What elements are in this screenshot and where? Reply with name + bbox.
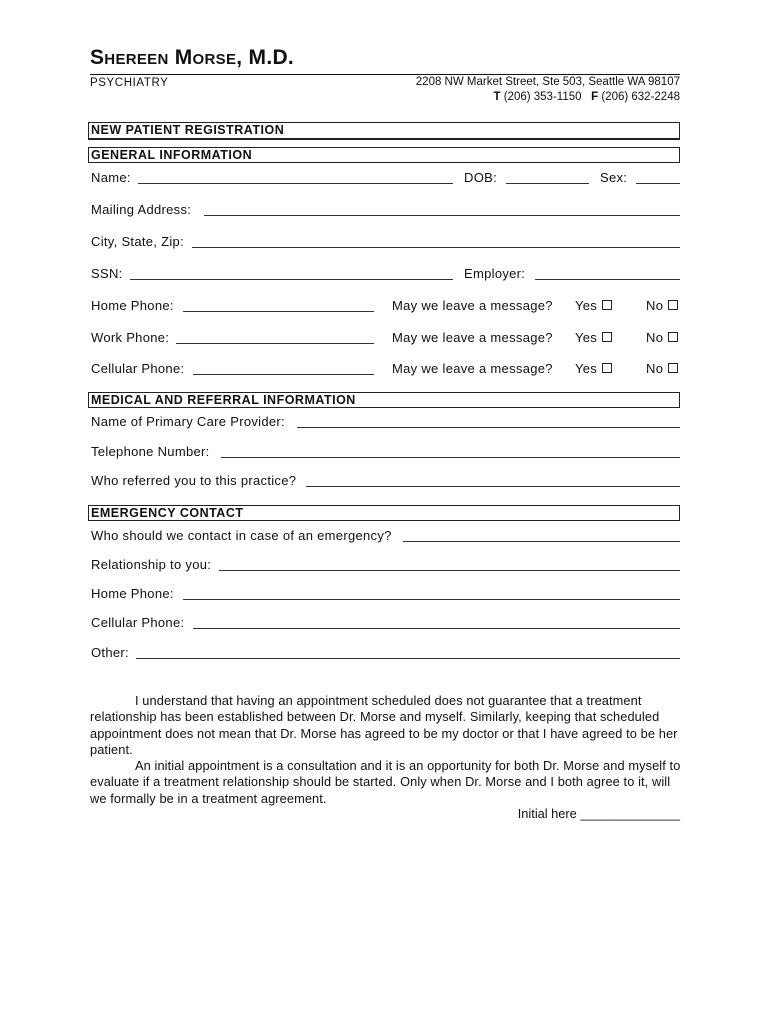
no-checkbox[interactable]	[668, 332, 678, 342]
dob-label: DOB:	[464, 170, 497, 185]
telephone-number-field[interactable]	[221, 457, 680, 458]
initial-here[interactable]: Initial here ______________	[517, 806, 680, 821]
work-phone-field[interactable]	[176, 343, 374, 344]
no-checkbox[interactable]	[668, 300, 678, 310]
yes-checkbox[interactable]	[602, 363, 612, 373]
cell-phone-label: Cellular Phone:	[91, 361, 185, 376]
fax-number: (206) 632-2248	[601, 91, 680, 103]
mailing-address-field[interactable]	[204, 215, 680, 216]
no-label: No	[646, 330, 664, 345]
work-message-yes[interactable]	[575, 330, 612, 345]
no-checkbox[interactable]	[668, 363, 678, 373]
yes-checkbox[interactable]	[602, 332, 612, 342]
home-message-yes[interactable]	[575, 298, 612, 313]
referred-by-field[interactable]	[306, 486, 680, 487]
practice-phones	[493, 91, 680, 103]
dob-field[interactable]	[506, 183, 589, 184]
emergency-home-phone-field[interactable]	[183, 599, 680, 600]
emergency-cell-phone-field[interactable]	[193, 628, 680, 629]
yes-label: Yes	[575, 298, 598, 313]
ssn-field[interactable]	[130, 279, 453, 280]
primary-care-label: Name of Primary Care Provider:	[91, 414, 285, 429]
relationship-label: Relationship to you:	[91, 557, 212, 572]
employer-label: Employer:	[464, 266, 526, 281]
header-rule	[90, 74, 680, 75]
section-medical-referral: MEDICAL AND REFERRAL INFORMATION	[88, 392, 680, 408]
no-label: No	[646, 298, 664, 313]
specialty: PSYCHIATRY	[90, 77, 169, 89]
agreement-paragraph-1: I understand that having an appointment scheduled does not guarantee that a treatment relationship has been established between Dr. Morse and myself. Similarly, keeping that scheduled appointment does not mean that Dr. Morse has agreed to be my doctor or that I have agreed to be her patient.	[90, 693, 678, 757]
name-label: Name:	[91, 170, 131, 185]
fax-prefix: F	[591, 91, 599, 103]
name-field[interactable]	[138, 183, 453, 184]
telephone-number-label: Telephone Number:	[91, 444, 210, 459]
referred-by-label: Who referred you to this practice?	[91, 473, 297, 488]
home-message-no[interactable]	[646, 298, 678, 313]
home-phone-field[interactable]	[183, 311, 374, 312]
yes-label: Yes	[575, 361, 598, 376]
section-general-information: GENERAL INFORMATION	[88, 147, 680, 163]
section-emergency-contact: EMERGENCY CONTACT	[88, 505, 680, 521]
work-message-no[interactable]	[646, 330, 678, 345]
other-field[interactable]	[136, 658, 680, 659]
cell-phone-field[interactable]	[193, 374, 374, 375]
sex-label: Sex:	[600, 170, 628, 185]
cell-message-question: May we leave a message?	[392, 361, 553, 376]
form-title: NEW PATIENT REGISTRATION	[88, 122, 680, 140]
cell-message-no[interactable]	[646, 361, 678, 376]
city-state-zip-field[interactable]	[192, 247, 680, 248]
yes-checkbox[interactable]	[602, 300, 612, 310]
phone-number: (206) 353-1150	[503, 91, 582, 103]
city-state-zip-label: City, State, Zip:	[91, 234, 184, 249]
home-message-question: May we leave a message?	[392, 298, 553, 313]
sex-field[interactable]	[636, 183, 680, 184]
cell-message-yes[interactable]	[575, 361, 612, 376]
practice-address: 2208 NW Market Street, Ste 503, Seattle WA 98107	[415, 76, 680, 88]
agreement-text	[90, 693, 682, 807]
emergency-contact-label: Who should we contact in case of an emergency?	[91, 528, 392, 543]
no-label: No	[646, 361, 664, 376]
home-phone-label: Home Phone:	[91, 298, 174, 313]
work-phone-label: Work Phone:	[91, 330, 170, 345]
employer-field[interactable]	[535, 279, 680, 280]
agreement-paragraph-2: An initial appointment is a consultation and it is an opportunity for both Dr. Morse and myself to evaluate if a treatment relationship should be started. Only when Dr. Morse and I both agree to it, will we formally be in a treatment agreement.	[90, 758, 681, 806]
mailing-address-label: Mailing Address:	[91, 202, 192, 217]
relationship-field[interactable]	[219, 570, 680, 571]
emergency-home-phone-label: Home Phone:	[91, 586, 174, 601]
primary-care-field[interactable]	[297, 427, 680, 428]
phone-prefix: T	[493, 91, 501, 103]
doctor-name: Shereen Morse, M.D.	[90, 46, 295, 69]
ssn-label: SSN:	[91, 266, 123, 281]
other-label: Other:	[91, 645, 129, 660]
emergency-cell-phone-label: Cellular Phone:	[91, 615, 185, 630]
yes-label: Yes	[575, 330, 598, 345]
emergency-contact-field[interactable]	[403, 541, 680, 542]
work-message-question: May we leave a message?	[392, 330, 553, 345]
